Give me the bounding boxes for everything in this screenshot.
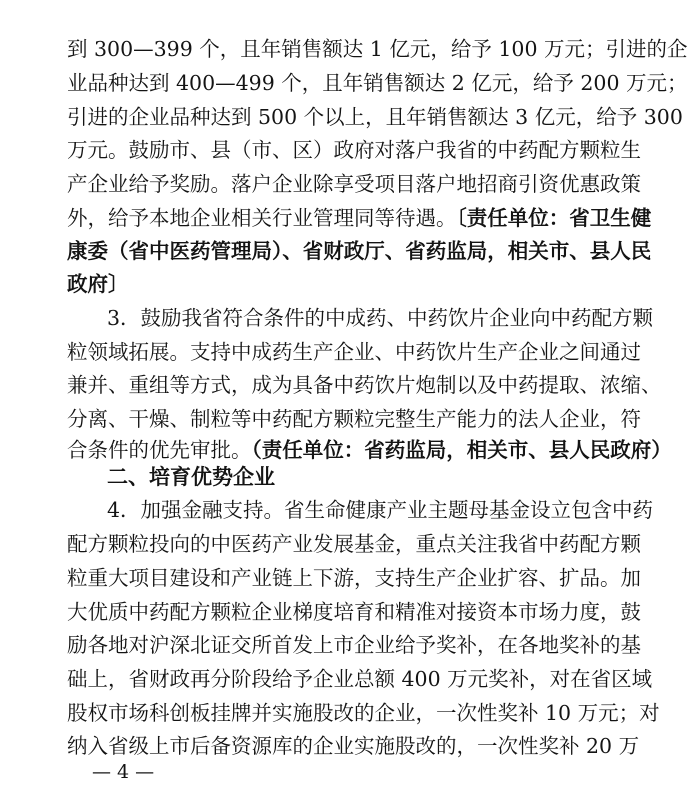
responsibility-note: 政府〕 (67, 272, 129, 296)
responsibility-note: （责任单位：省药监局，相关市、县人民政府） (251, 438, 672, 462)
body-line: 引进的企业品种达到 500 个以上，且年销售额达 3 亿元，给予 300 (67, 105, 683, 129)
body-line: 到 300—399 个，且年销售额达 1 亿元，给予 100 万元；引进的企 (67, 37, 688, 61)
paragraph-line: 粒领域拓展。支持中成药生产企业、中药饮片生产企业之间通过 (67, 340, 641, 364)
responsibility-note: 〔责任单位：省卫生健 (456, 206, 652, 230)
paragraph-line: 配方颗粒投向的中医药产业发展基金，重点关注我省中药配方颗 (67, 532, 641, 556)
body-line (67, 202, 652, 234)
paragraph-line: 兼并、重组等方式，成为具备中药饮片炮制以及中药提取、浓缩、 (67, 373, 662, 397)
paragraph-line: 3．鼓励我省符合条件的中成药、中药饮片企业向中药配方颗 (107, 306, 654, 330)
paragraph-line: 纳入省级上市后备资源库的企业实施股改的，一次性奖补 20 万 (67, 734, 640, 758)
body-text: 合条件的优先审批。 (67, 438, 252, 462)
body-line: 业品种达到 400—499 个，且年销售额达 2 亿元，给予 200 万元； (67, 71, 688, 95)
paragraph-line: 股权市场科创板挂牌并实施股改的企业，一次性奖补 10 万元；对 (67, 701, 660, 725)
body-line: 产企业给予奖励。落户企业除享受项目落户地招商引资优惠政策 (67, 172, 641, 196)
paragraph-line: 4．加强金融支持。省生命健康产业主题母基金设立包含中药 (107, 498, 654, 522)
body-line: 万元。鼓励市、县（市、区）政府对落户我省的中药配方颗粒生 (67, 138, 641, 162)
paragraph-line: 分离、干燥、制粒等中药配方颗粒完整生产能力的法人企业，符 (67, 407, 641, 431)
responsibility-note: 康委（省中医药管理局）、省财政厅、省药监局，相关市、县人民 (67, 239, 652, 263)
section-heading: 二、培育优势企业 (107, 465, 275, 489)
page-number: — 4 — (92, 761, 155, 783)
paragraph-line: 励各地对沪深北证交所首发上市企业给予奖补，在各地奖补的基 (67, 633, 641, 657)
paragraph-line: 础上，省财政再分阶段给予企业总额 400 万元奖补，对在省区域 (67, 667, 653, 691)
paragraph-line: 粒重大项目建设和产业链上下游，支持生产企业扩容、扩品。加 (67, 566, 641, 590)
body-text: 外，给予本地企业相关行业管理同等待遇。 (67, 206, 457, 230)
paragraph-line: 大优质中药配方颗粒企业梯度培育和精准对接资本市场力度，鼓 (67, 600, 641, 624)
